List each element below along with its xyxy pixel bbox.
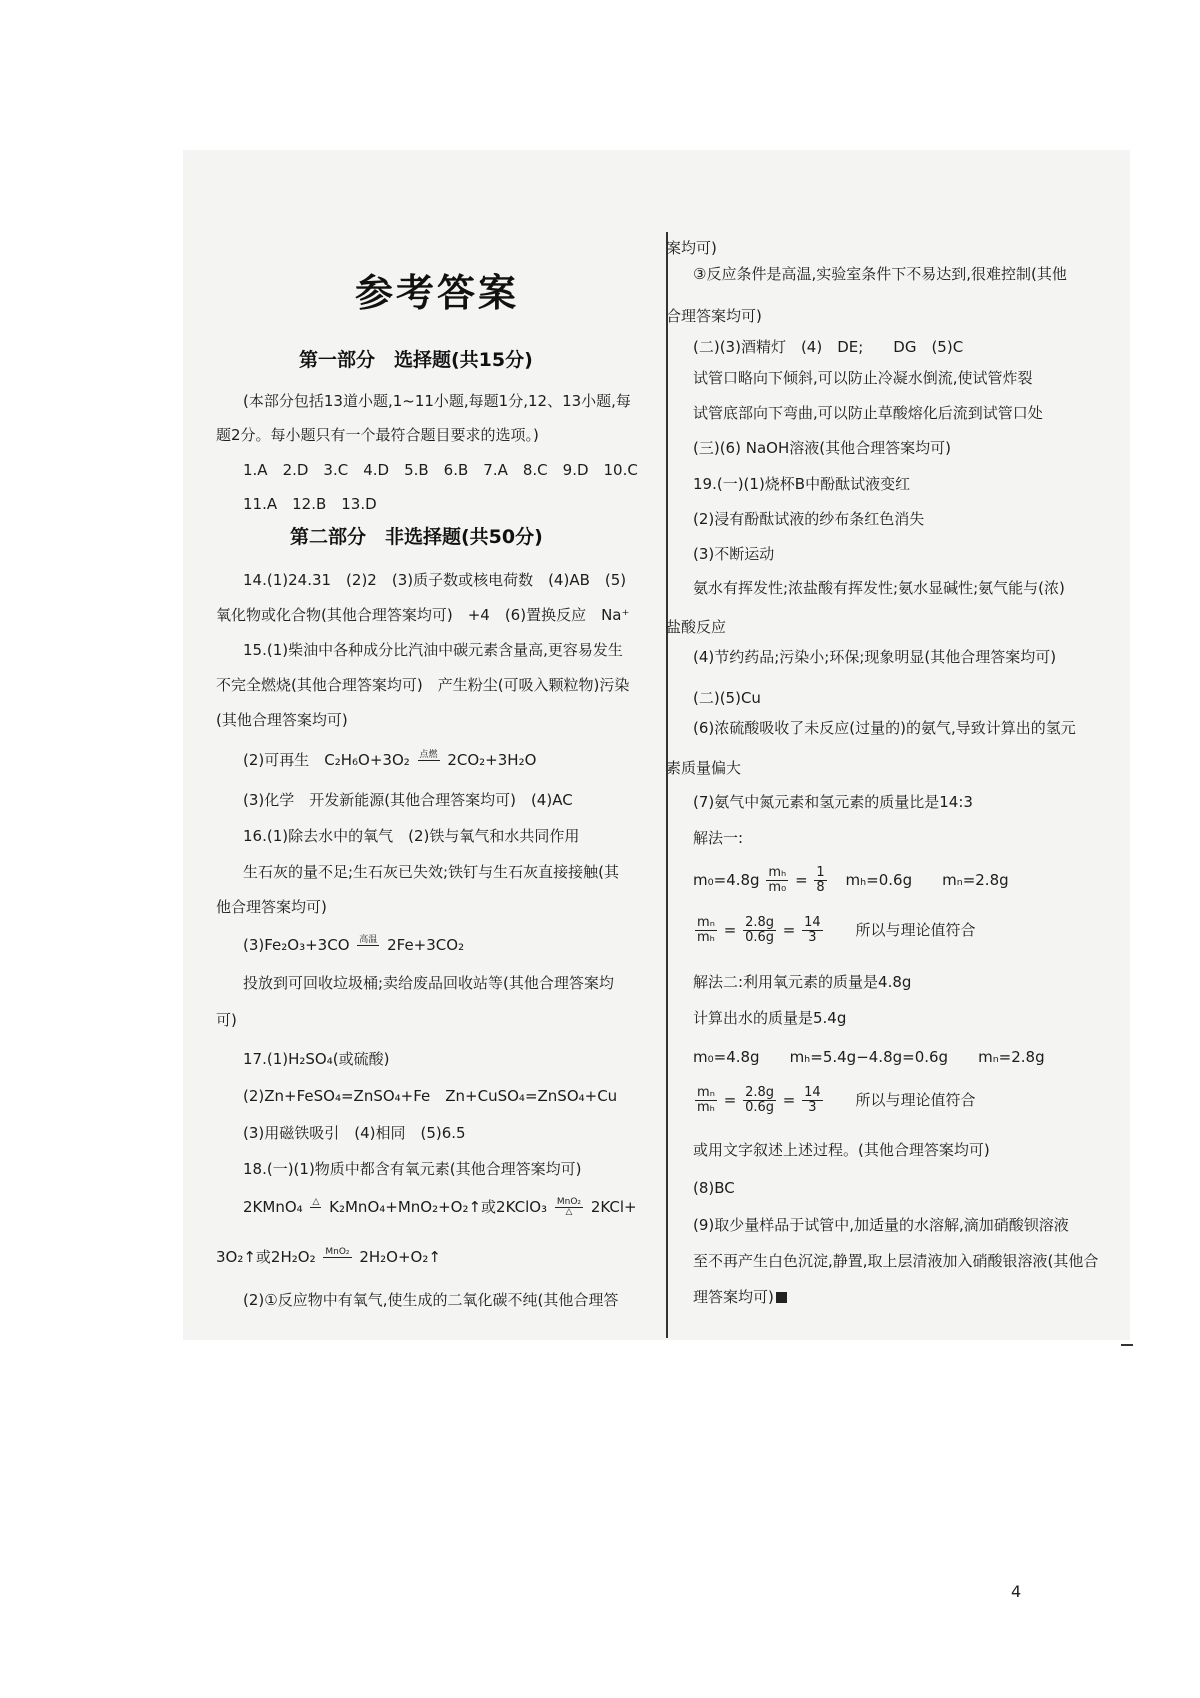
q16-line1: 16.(1)除去水中的氧气 (2)铁与氧气和水共同作用 — [243, 827, 580, 845]
column-divider — [666, 232, 668, 1338]
q17-line3: (3)用磁铁吸引 (4)相同 (5)6.5 — [243, 1124, 466, 1142]
q16-line6: 可) — [216, 1011, 237, 1029]
q16-line2: 生石灰的量不足;生石灰已失效;铁钉与生石灰直接接触(其 — [243, 863, 619, 881]
r-line21: 解法二:利用氧元素的质量是4.8g — [693, 973, 912, 991]
part1-note-line1: (本部分包括13道小题,1~11小题,每题1分,12、13小题,每 — [243, 392, 631, 410]
q15-line3: (其他合理答案均可) — [216, 711, 348, 729]
r-line29: 理答案均可) — [693, 1287, 787, 1307]
r-line28: 至不再产生白色沉淀,静置,取上层清液加入硝酸银溶液(其他合 — [693, 1252, 1099, 1270]
q16-line5: 投放到可回收垃圾桶;卖给废品回收站等(其他合理答案均 — [243, 974, 614, 992]
r-line4: (二)(3)酒精灯 (4) DE; DG (5)C — [693, 338, 964, 356]
part1-note-line2: 题2分。每小题只有一个最符合题目要求的选项。) — [216, 426, 539, 444]
reaction-condition: 点燃 — [419, 750, 438, 760]
part2-heading: 第二部分 非选择题(共50分) — [290, 526, 543, 548]
q16-eq-left: (3)Fe₂O₃+3CO — [243, 936, 350, 954]
r-line23: m₀=4.8g mₕ=5.4g−4.8g=0.6g mₙ=2.8g — [693, 1048, 1045, 1066]
r-line20: $\frac{\text{mₙ}}{\text{mₕ}}$ = $\frac{2.8g}{0.6g}$ = $\frac{14}{3}$ 所以与理论值符合 — [697, 915, 976, 945]
q16-line3: 他合理答案均可) — [216, 898, 327, 916]
r-line25: 或用文字叙述上述过程。(其他合理答案均可) — [693, 1141, 990, 1159]
end-mark-icon — [776, 1292, 787, 1303]
fraction: $\frac{2.8g}{0.6g}$ — [745, 1085, 774, 1115]
r-line10: (3)不断运动 — [693, 545, 775, 563]
q17-line2: (2)Zn+FeSO₄=ZnSO₄+Fe Zn+CuSO₄=ZnSO₄+Cu — [243, 1087, 618, 1105]
q15-line2: 不完全燃烧(其他合理答案均可) 产生粉尘(可吸入颗粒物)污染 — [216, 676, 630, 694]
choice-answers-line1: 1.A 2.D 3.C 4.D 5.B 6.B 7.A 8.C 9.D 10.C — [243, 461, 638, 479]
fraction: $\frac{2.8g}{0.6g}$ — [745, 915, 774, 945]
fraction: $\frac{14}{3}$ — [804, 1085, 821, 1115]
q15-eq-right: 2CO₂+3H₂O — [447, 751, 537, 769]
corner-mark — [1121, 1344, 1133, 1346]
q15-eq-left: (2)可再生 C₂H₆O+3O₂ — [243, 751, 410, 769]
q15-equation — [243, 750, 536, 770]
q16-equation — [243, 935, 464, 955]
page-number: 4 — [1011, 1582, 1022, 1601]
fraction: $\frac{14}{3}$ — [804, 915, 821, 945]
q18-line1: 18.(一)(1)物质中都含有氧元素(其他合理答案均可) — [243, 1160, 582, 1178]
fraction: $\frac{\text{mₕ}}{\text{m₀}}$ — [768, 865, 787, 895]
fraction: $\frac{1}{8}$ — [816, 865, 825, 895]
r-line11: 氨水有挥发性;浓盐酸有挥发性;氨水显碱性;氨气能与(浓) — [693, 579, 1065, 597]
q14-line1: 14.(1)24.31 (2)2 (3)质子数或核电荷数 (4)AB (5) — [243, 571, 627, 589]
r-line18: 解法一: — [693, 829, 744, 847]
r-line6: 试管底部向下弯曲,可以防止草酸熔化后流到试管口处 — [693, 404, 1043, 422]
r-line1: 案均可) — [666, 239, 717, 257]
r-line22: 计算出水的质量是5.4g — [693, 1009, 847, 1027]
q16-eq-right: 2Fe+3CO₂ — [387, 936, 465, 954]
reaction-condition: △ — [312, 1197, 320, 1207]
r-line12: 盐酸反应 — [666, 618, 727, 636]
q15-line5: (3)化学 开发新能源(其他合理答案均可) (4)AC — [243, 791, 573, 809]
reaction-condition: 高温 — [359, 935, 378, 945]
page-title: 参考答案 — [355, 270, 520, 315]
r-line16: 素质量偏大 — [666, 759, 742, 777]
r-line13: (4)节约药品;污染小;环保;现象明显(其他合理答案均可) — [693, 648, 1057, 666]
r-line24: $\frac{\text{mₙ}}{\text{mₕ}}$ = $\frac{2.8g}{0.6g}$ = $\frac{14}{3}$ 所以与理论值符合 — [697, 1085, 976, 1115]
r-line19: m₀=4.8g $\frac{\text{mₕ}}{\text{m₀}}$ = $\frac{1}{8}$ mₕ=0.6g mₙ=2.8g — [693, 865, 1009, 895]
part1-heading: 第一部分 选择题(共15分) — [299, 349, 533, 371]
r-line14: (二)(5)Cu — [693, 689, 761, 707]
r-line26: (8)BC — [693, 1179, 735, 1197]
fraction: $\frac{\text{mₙ}}{\text{mₕ}}$ — [697, 1085, 715, 1115]
r-line3: 合理答案均可) — [666, 307, 762, 325]
q18-equation1: 2KMnO₄ △ K₂MnO₄+MnO₂+O₂↑或2KClO₃ MnO₂ △ 2KCl+ — [243, 1197, 637, 1217]
q15-line1: 15.(1)柴油中各种成分比汽油中碳元素含量高,更容易发生 — [243, 641, 623, 659]
r-line8: 19.(一)(1)烧杯B中酚酞试液变红 — [693, 475, 911, 493]
reaction-condition: MnO₂ — [325, 1247, 350, 1257]
r-line27: (9)取少量样品于试管中,加适量的水溶解,滴加硝酸钡溶液 — [693, 1216, 1069, 1234]
reaction-condition: MnO₂ △ — [556, 1197, 582, 1217]
r-line17: (7)氨气中氮元素和氢元素的质量比是14:3 — [693, 793, 973, 811]
r-line2: ③反应条件是高温,实验室条件下不易达到,很难控制(其他 — [693, 265, 1067, 283]
r-line9: (2)浸有酚酞试液的纱布条红色消失 — [693, 510, 925, 528]
fraction: $\frac{\text{mₙ}}{\text{mₕ}}$ — [697, 915, 715, 945]
r-line5: 试管口略向下倾斜,可以防止冷凝水倒流,使试管炸裂 — [693, 369, 1033, 387]
q14-line2: 氧化物或化合物(其他合理答案均可) +4 (6)置换反应 Na⁺ — [216, 606, 630, 624]
r-line15: (6)浓硫酸吸收了未反应(过量的)的氨气,导致计算出的氢元 — [693, 719, 1076, 737]
r-line7: (三)(6) NaOH溶液(其他合理答案均可) — [693, 439, 951, 457]
q17-line1: 17.(1)H₂SO₄(或硫酸) — [243, 1050, 390, 1068]
choice-answers-line2: 11.A 12.B 13.D — [243, 495, 377, 513]
q18-equation2: 3O₂↑或2H₂O₂ MnO₂ 2H₂O+O₂↑ — [216, 1247, 441, 1266]
q18-line4: (2)①反应物中有氧气,使生成的二氧化碳不纯(其他合理答 — [243, 1291, 619, 1309]
